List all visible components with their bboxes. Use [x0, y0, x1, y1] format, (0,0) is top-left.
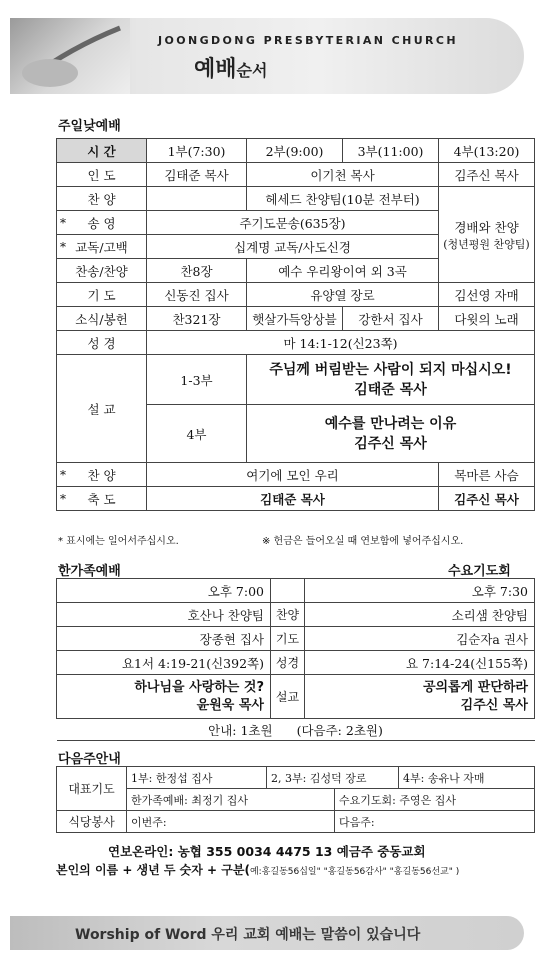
song-service-1: 찬8장	[147, 259, 247, 283]
time-service-2: 2부(9:00)	[247, 139, 343, 163]
prayer-service-23: 유양열 장로	[247, 283, 439, 307]
family-service-table	[56, 578, 535, 741]
praise-value: 헤세드 찬양팀(10분 전부터)	[247, 187, 439, 211]
family-sermon-title: 하나님을 사랑하는 것?	[134, 679, 264, 695]
closing-praise-label: * 찬 양	[57, 463, 147, 487]
wednesday-time: 오후 7:30	[305, 579, 535, 603]
sermon-label: 설 교	[57, 355, 147, 463]
sermon-row-label: 설교	[271, 675, 305, 719]
family-sermon-preacher: 윤원욱 목사	[196, 697, 264, 713]
offering-service-4: 다윗의 노래	[439, 307, 535, 331]
rep-prayer-3: 4부: 송유나 자매	[399, 767, 535, 789]
time-blank	[271, 579, 305, 603]
rep-prayer-1: 1부: 한정섭 집사	[127, 767, 267, 789]
kitchen-next-week: 다음주:	[335, 811, 535, 833]
sermon-2-part: 4부	[147, 405, 247, 463]
family-prayer: 장종현 집사	[57, 627, 271, 651]
offering-service-3: 강한서 집사	[343, 307, 439, 331]
wednesday-section-title: 수요기도회	[448, 564, 511, 579]
stand-note: * 표시에는 일어서주십시오.	[58, 536, 179, 547]
sunday-section-title: 주일낮예배	[58, 119, 121, 134]
family-praise: 호산나 찬양팀	[57, 603, 271, 627]
time-service-1: 1부(7:30)	[147, 139, 247, 163]
rep-prayer-label: 대표기도	[57, 767, 127, 811]
scripture-row-label: 성경	[271, 651, 305, 675]
rep-prayer-family: 한가족예배: 최정기 집사	[127, 789, 335, 811]
blessing-service-4: 김주신 목사	[439, 487, 535, 511]
prayer-label: 기 도	[57, 283, 147, 307]
time-label: 시 간	[57, 139, 147, 163]
closing-praise-value: 여기에 모인 우리	[147, 463, 439, 487]
sermon-1-cell	[247, 355, 535, 405]
guide-row	[57, 719, 535, 741]
praise-label: 찬 양	[57, 187, 147, 211]
hymn-value: 주기도문송(635장)	[147, 211, 439, 235]
sermon-1-preacher: 김태준 목사	[354, 381, 427, 398]
sermon-2-preacher: 김주신 목사	[354, 435, 427, 452]
online-offering: 연보온라인: 농협 355 0034 4475 13 예금주 중동교회	[108, 844, 426, 859]
pen-hand-image	[10, 18, 130, 94]
confession-value: 십계명 교독/사도신경	[147, 235, 439, 259]
wednesday-praise: 소리샘 찬양팀	[305, 603, 535, 627]
sermon-2-cell	[247, 405, 535, 463]
wednesday-sermon	[305, 675, 535, 719]
kitchen-this-week: 이번주:	[127, 811, 335, 833]
leader-service-1: 김태준 목사	[147, 163, 247, 187]
family-time: 오후 7:00	[57, 579, 271, 603]
time-service-4: 4부(13:20)	[439, 139, 535, 163]
family-section-title: 한가족예배	[58, 564, 121, 579]
time-service-3: 3부(11:00)	[343, 139, 439, 163]
scripture-label: 성 경	[57, 331, 147, 355]
rep-prayer-2: 2, 3부: 김성덕 장로	[267, 767, 399, 789]
sermon-2-title: 예수를 만나려는 이유	[324, 415, 457, 432]
blessing-label: * 축 도	[57, 487, 147, 511]
next-week-table	[56, 766, 535, 833]
wednesday-sermon-title: 공의롭게 판단하라	[423, 679, 528, 695]
guide: 안내: 1초원	[208, 722, 273, 738]
rep-prayer-wednesday: 수요기도회: 주영은 집사	[335, 789, 535, 811]
wednesday-prayer: 김순자a 권사	[305, 627, 535, 651]
praise-row-label: 찬양	[271, 603, 305, 627]
sermon-1-part: 1-3부	[147, 355, 247, 405]
leader-label: 인 도	[57, 163, 147, 187]
page-title: 예배순서	[194, 57, 268, 82]
next-week-section-title: 다음주안내	[58, 752, 121, 767]
confession-label: * 교독/고백	[57, 235, 147, 259]
offering-service-2: 햇살가득앙상블	[247, 307, 343, 331]
offering-instructions: 본인의 이름 + 생년 두 숫자 + 구분(예:홍길동56십일" "홍길동56감사" "홍길동56선교" )	[56, 863, 460, 877]
family-sermon	[57, 675, 271, 719]
prayer-service-4: 김선영 자매	[439, 283, 535, 307]
song-value: 예수 우리왕이여 외 3곡	[247, 259, 439, 283]
sermon-1-title: 주님께 버림받는 사람이 되지 마십시오!	[269, 361, 512, 378]
wednesday-scripture: 요 7:14-24(신155쪽)	[305, 651, 535, 675]
leader-service-4: 김주신 목사	[439, 163, 535, 187]
sunday-service-table	[56, 138, 535, 511]
closing-praise-service-4: 목마른 사슴	[439, 463, 535, 487]
prayer-row-label: 기도	[271, 627, 305, 651]
hymn-label: * 송 영	[57, 211, 147, 235]
kitchen-label: 식당봉사	[57, 811, 127, 833]
song-label: 찬송/찬양	[57, 259, 147, 283]
offering-label: 소식/봉헌	[57, 307, 147, 331]
guide-next: (다음주: 2초원)	[296, 722, 383, 738]
footer-slogan: Worship of Word 우리 교회 예배는 말씀이 있습니다	[75, 927, 421, 943]
header-photo	[10, 18, 130, 94]
church-name: JOONGDONG PRESBYTERIAN CHURCH	[158, 34, 458, 47]
praise-service-1	[147, 187, 247, 211]
offering-note: ※ 헌금은 들어오실 때 연보함에 넣어주십시오.	[262, 536, 464, 547]
leader-service-23: 이기천 목사	[247, 163, 439, 187]
blessing-value: 김태준 목사	[147, 487, 439, 511]
prayer-service-1: 신동진 집사	[147, 283, 247, 307]
scripture-value: 마 14:1-12(신23쪽)	[147, 331, 535, 355]
wednesday-sermon-preacher: 김주신 목사	[460, 697, 528, 713]
service4-praise-worship: 경배와 찬양 (청년평원 찬양팀)	[439, 187, 535, 283]
offering-service-1: 찬321장	[147, 307, 247, 331]
family-scripture: 요1서 4:19-21(신392쪽)	[57, 651, 271, 675]
